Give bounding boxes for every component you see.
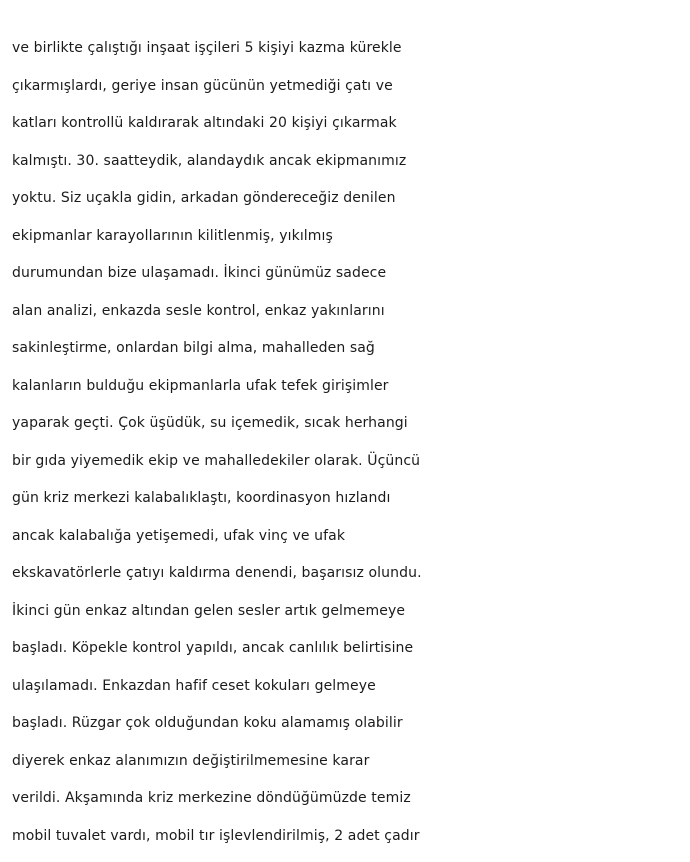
text-line: başladı. Köpekle kontrol yapıldı, ancak canlılık belirtisine <box>12 640 414 656</box>
text-line: yoktu. Siz uçakla gidin, arkadan göndereceğiz denilen <box>12 190 396 206</box>
text-line: mobil tuvalet vardı, mobil tır işlevlendirilmiş, 2 adet çadır <box>12 827 420 844</box>
text-line: durumundan bize ulaşamadı. İkinci günümüz sadece <box>12 265 387 281</box>
text-line: gün kriz merkezi kalabalıklaştı, koordinasyon hızlandı <box>12 490 391 506</box>
text-line: İkinci gün enkaz altından gelen sesler artık gelmemeye <box>12 602 406 619</box>
text-line: ekskavatörlerle çatıyı kaldırma denendi, başarısız olundu. <box>12 565 422 581</box>
text-line: verildi. Akşamında kriz merkezine döndüğümüzde temiz <box>12 790 411 806</box>
text-line: katları kontrollü kaldırarak altındaki 20 kişiyi çıkarmak <box>12 115 397 131</box>
text-line: bir gıda yiyemedik ekip ve mahalledekiler olarak. Üçüncü <box>12 452 421 469</box>
text-line: yaparak geçti. Çok üşüdük, su içemedik, sıcak herhangi <box>12 415 408 431</box>
text-line: ve birlikte çalıştığı inşaat işçileri 5 kişiyi kazma kürekle <box>12 40 402 56</box>
text-line: diyerek enkaz alanımızın değiştirilmemesine karar <box>12 752 370 769</box>
text-line: kalmıştı. 30. saatteydik, alandaydık ancak ekipmanımız <box>12 152 407 169</box>
body-paragraph <box>12 30 688 855</box>
text-line: başladı. Rüzgar çok olduğundan koku alamamış olabilir <box>12 715 403 731</box>
text-line: kalanların bulduğu ekipmanlarla ufak tefek girişimler <box>12 377 389 394</box>
text-line: ulaşılamadı. Enkazdan hafif ceset kokuları gelmeye <box>12 677 376 694</box>
text-line: alan analizi, enkazda sesle kontrol, enkaz yakınlarını <box>12 302 385 319</box>
text-line: ekipmanlar karayollarının kilitlenmiş, yıkılmış <box>12 227 333 244</box>
text-line: çıkarmışlardı, geriye insan gücünün yetmediği çatı ve <box>12 77 393 94</box>
text-line: ancak kalabalığa yetişemedi, ufak vinç ve ufak <box>12 527 346 544</box>
text-line: sakinleştirme, onlardan bilgi alma, mahalleden sağ <box>12 340 375 356</box>
